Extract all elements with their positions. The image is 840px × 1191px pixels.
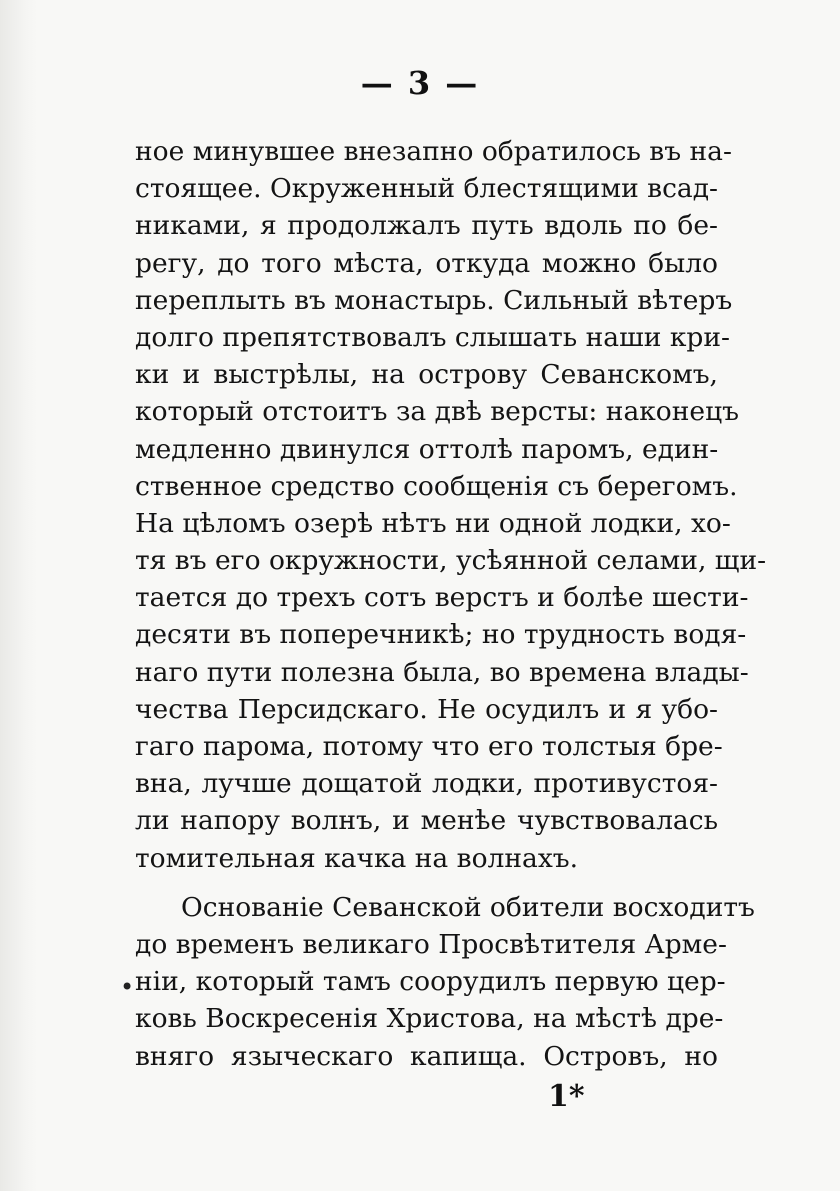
- text-line: долго препятствовалъ слышать наши кри-: [135, 321, 730, 353]
- body-text: [135, 133, 767, 1075]
- signature-mark: 1*: [548, 1079, 585, 1114]
- text-line: медленно двинулся оттолѣ паромъ, един-: [135, 433, 719, 465]
- paragraph-1: [135, 133, 767, 877]
- text-line: На цѣломъ озерѣ нѣтъ ни одной лодки, хо-: [135, 507, 731, 539]
- text-line: регу, до того мѣста, откуда можно было: [135, 247, 718, 279]
- paragraph-gap: [135, 877, 718, 889]
- text-line: наго пути полезна была, во времена влады-: [135, 656, 749, 688]
- text-line: переплыть въ монастырь. Сильный вѣтеръ: [135, 284, 733, 316]
- text-line: ніи, который тамъ соорудилъ первую цер-: [135, 966, 726, 998]
- margin-dot-mark: •: [120, 973, 135, 1001]
- text-line: ковь Воскресенія Христова, на мѣстѣ дре-: [135, 1003, 724, 1035]
- text-line: стоящее. Окруженный блестящими всад-: [135, 173, 718, 205]
- text-line: десяти въ поперечникѣ; но трудность водя-: [135, 619, 747, 651]
- text-line: тается до трехъ сотъ верстъ и болѣе шести-: [135, 582, 749, 614]
- text-line: томительная качка на волнахъ.: [135, 842, 579, 874]
- text-line: гаго парома, потому что его толстыя бре-: [135, 731, 723, 762]
- paragraph-2: [135, 889, 755, 1075]
- text-line: тя въ его окружности, усѣянной селами, щи-: [135, 545, 767, 577]
- text-line: вняго языческаго капища. Островъ, но: [135, 1040, 718, 1072]
- text-line: ки и выстрѣлы, на острову Севанскомъ,: [135, 359, 718, 391]
- text-line: ное минувшее внезапно обратилось въ на-: [135, 136, 732, 167]
- page-number: — 3 —: [360, 64, 480, 102]
- text-line: чества Персидскаго. Не осудилъ и я убо-: [135, 693, 718, 725]
- text-line: ственное средство сообщенія съ берегомъ.: [135, 470, 738, 502]
- text-line: никами, я продолжалъ путь вдоль по бе-: [135, 210, 718, 242]
- text-line: до временъ великаго Просвѣтителя Арме-: [135, 928, 727, 960]
- text-line: Основаніе Севанской обители восходитъ: [181, 891, 755, 923]
- text-line: ли напору волнъ, и менѣе чувствовалась: [135, 805, 718, 837]
- text-line: который отстоитъ за двѣ версты: наконецъ: [135, 396, 740, 428]
- text-line: вна, лучше дощатой лодки, противустоя-: [135, 768, 718, 800]
- page-binding-edge: [0, 0, 38, 1191]
